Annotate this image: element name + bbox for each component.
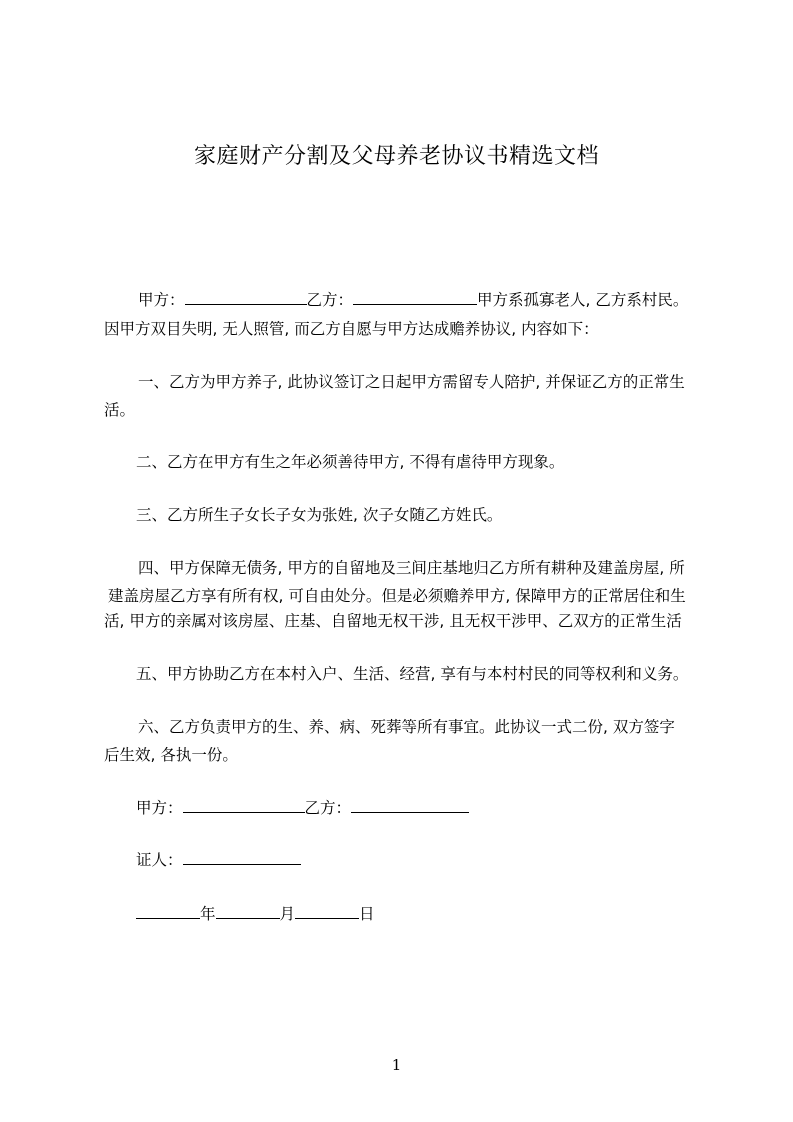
intro-party-b-label: 乙方： — [306, 291, 354, 309]
date-day-blank[interactable] — [295, 904, 359, 919]
clause-6-line-2: 后生效, 各执一份。 — [104, 746, 238, 764]
clause-1-line-1: 一、乙方为甲方养子, 此协议签订之日起甲方需留专人陪护, 并保证乙方的正常生 — [138, 373, 685, 391]
signature-witness-label: 证人： — [136, 851, 183, 869]
signature-witness-blank[interactable] — [183, 850, 301, 865]
signature-party-a-label: 甲方： — [136, 799, 183, 817]
clause-5: 五、甲方协助乙方在本村入户、生活、经营, 享有与本村村民的同等权利和义务。 — [136, 665, 689, 683]
intro-party-a-blank[interactable] — [185, 290, 307, 305]
signature-party-a-blank[interactable] — [183, 798, 305, 813]
clause-2: 二、乙方在甲方有生之年必须善待甲方, 不得有虐待甲方现象。 — [136, 453, 565, 471]
clause-3: 三、乙方所生子女长子女为张姓, 次子女随乙方姓氏。 — [136, 506, 503, 524]
intro-party-a-label: 甲方： — [138, 291, 185, 309]
clause-6-line-1: 六、乙方负责甲方的生、养、病、死葬等所有事宜。此协议一式二份, 双方签字 — [138, 718, 675, 736]
intro-line-2: 因甲方双目失明, 无人照管, 而乙方自愿与甲方达成赡养协议, 内容如下： — [104, 320, 599, 338]
signature-date-line — [136, 903, 375, 925]
date-year-label: 年 — [200, 905, 216, 923]
page-number: 1 — [391, 1056, 402, 1074]
date-day-label: 日 — [359, 905, 375, 923]
signature-witness-line — [136, 849, 301, 871]
intro-line1-tail: 甲方系孤寡老人, 乙方系村民。 — [477, 291, 689, 309]
date-month-blank[interactable] — [216, 904, 280, 919]
date-month-label: 月 — [279, 905, 296, 923]
intro-line-1 — [138, 289, 688, 311]
clause-1-line-2: 活。 — [104, 401, 136, 419]
clause-4-line-1: 四、甲方保障无债务, 甲方的自留地及三间庄基地归乙方所有耕种及建盖房屋, 所 — [138, 559, 685, 577]
signature-party-b-label: 乙方： — [304, 799, 352, 817]
signature-parties-line — [136, 797, 469, 819]
intro-party-b-blank[interactable] — [353, 290, 477, 305]
date-year-blank[interactable] — [136, 904, 200, 919]
document-title: 家庭财产分割及父母养老协议书精选文档 — [193, 144, 599, 169]
clause-4-line-3: 活, 甲方的亲属对该房屋、庄基、自留地无权干涉, 且无权干涉甲、乙双方的正常生活 — [104, 612, 682, 630]
signature-party-b-blank[interactable] — [351, 798, 469, 813]
clause-4-line-2: 建盖房屋乙方享有所有权, 可自由处分。但是必须赡养甲方, 保障甲方的正常居住和生 — [108, 587, 686, 605]
